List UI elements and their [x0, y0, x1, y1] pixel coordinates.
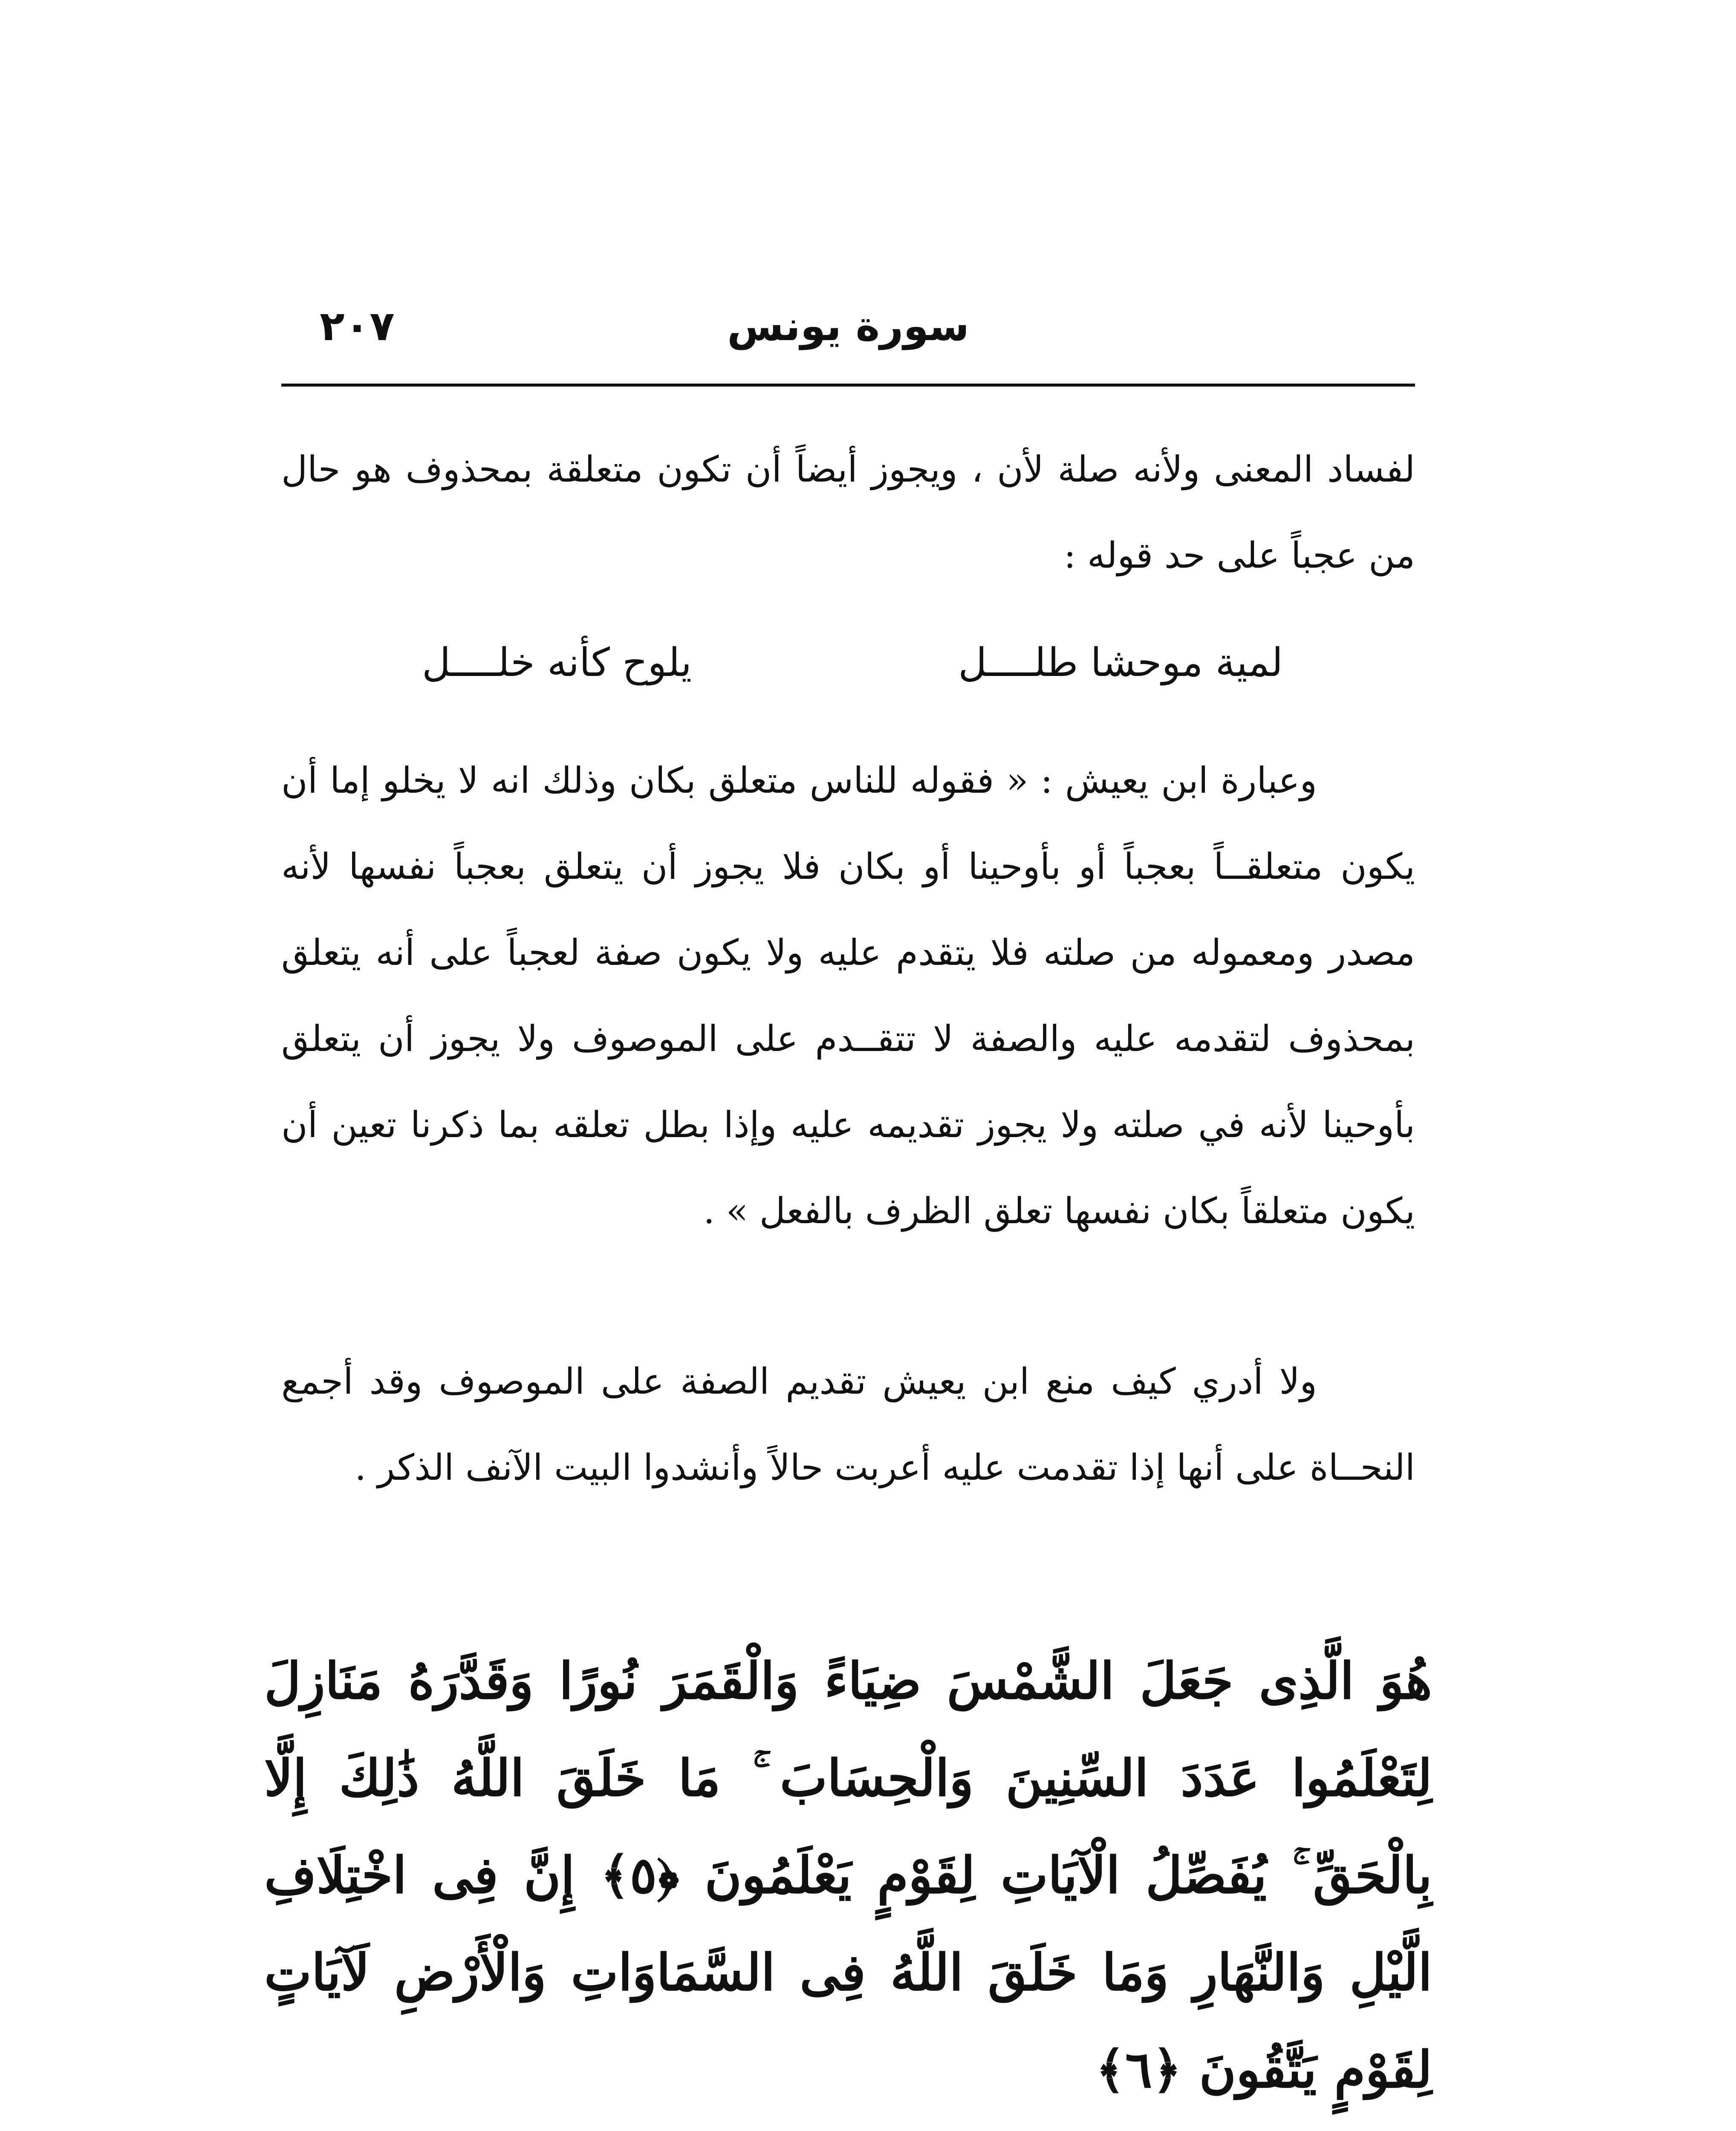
quran-verses: هُوَ الَّذِى جَعَلَ الشَّمْسَ ضِيَاءً وَالْقَمَرَ نُورًا وَقَدَّرَهُ مَنَازِلَ لِتَعْلَمُوا عَدَدَ السِّنِينَ وَالْحِسَابَ ۚ مَا خَلَقَ اللَّهُ ذَٰلِكَ إِلَّا بِالْحَقِّ ۚ يُفَصِّلُ الْآيَاتِ لِقَوْمٍ يَعْلَمُونَ ﴿٥﴾ إِنَّ فِى اخْتِلَافِ الَّيْلِ وَالنَّهَارِ وَمَا خَلَقَ اللَّهُ فِى السَّمَاوَاتِ وَالْأَرْضِ لَآيَاتٍ لِقَوْمٍ يَتَّقُونَ ﴿٦﴾ [264, 1651, 1432, 2099]
first-hemistich: لمية موحشا طلــــل [958, 640, 1283, 685]
page-number: ٢٠٧ [320, 302, 395, 350]
poetry-verse [281, 620, 1415, 705]
header-divider [281, 384, 1415, 387]
second-hemistich: يلوح كأنه خلــــل [422, 640, 692, 685]
ibn-yaish-quote-paragraph [281, 737, 1415, 1254]
paragraph-continuation [281, 426, 1415, 598]
page-header [281, 294, 1415, 358]
paragraph-text: لفساد المعنى ولأنه صلة لأن ، ويجوز أيضاً أن تكون متعلقة بمحذوف هو حال من عجباً على حد قوله : [281, 448, 1415, 576]
surah-title: سورة يونس [727, 302, 969, 350]
commentary-paragraph [281, 1338, 1415, 1510]
paragraph-text: ولا أدري كيف منع ابن يعيش تقديم الصفة على الموصوف وقد أجمع النحــاة على أنها إذا تقدمت عليه أعربت حالاً وأنشدوا البيت الآنف الذكر . [281, 1360, 1415, 1488]
paragraph-text: وعبارة ابن يعيش : « فقوله للناس متعلق بكان وذلك انه لا يخلو إما أن يكون متعلقــاً بعجباً أو بأوحينا أو بكان فلا يجوز أن يتعلق بعجباً نفسها لأنه مصدر ومعموله من صلته فلا يتقدم عليه ولا يكون صفة لعجباً على أنه يتعلق بمحذوف لتقدمه عليه والصفة لا تتقــدم على الموصوف ولا يجوز أن يتعلق بأوحينا لأنه في صلته ولا يجوز تقديمه عليه وإذا بطل تعلقه بما ذكرنا تعين أن يكون متعلقاً بكان نفسها تعلق الظرف بالفعل » . [281, 759, 1415, 1232]
